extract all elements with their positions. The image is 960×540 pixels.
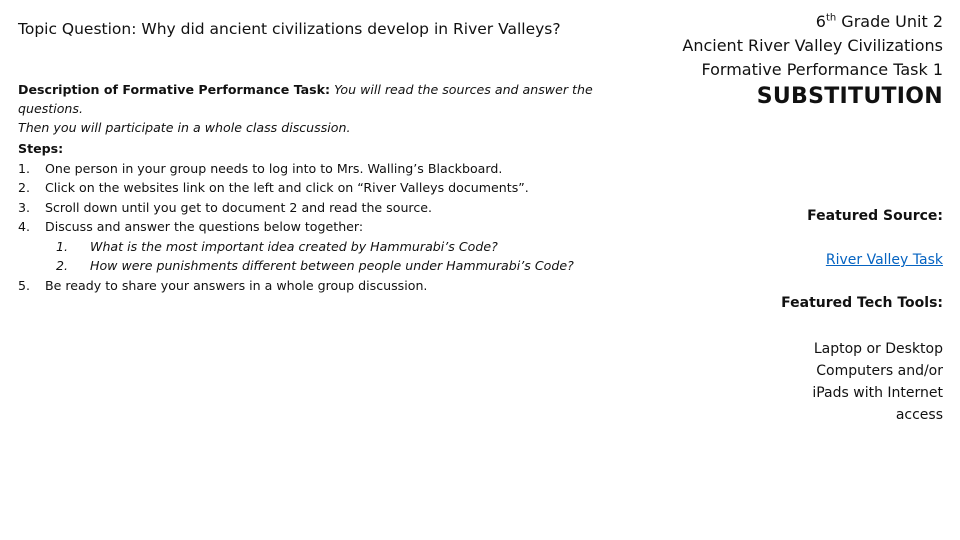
steps-heading: Steps:	[18, 141, 64, 156]
topic-question: Topic Question: Why did ancient civilizations develop in River Valleys?	[18, 20, 561, 38]
description-label: Description of Formative Performance Task:	[18, 82, 331, 97]
step-text: Click on the websites link on the left and click on “River Valleys documents”.	[45, 180, 529, 195]
samr-level: SUBSTITUTION	[756, 84, 943, 109]
task-title: Formative Performance Task 1	[701, 60, 943, 79]
featured-tools-label: Featured Tech Tools:	[781, 295, 943, 311]
grade-unit-title: 6th Grade Unit 2	[815, 12, 943, 31]
steps-list	[18, 139, 574, 295]
step-item: 3. Scroll down until you get to document 2 and read the source.	[18, 199, 432, 215]
description-line2: Then you will participate in a whole class discussion.	[18, 120, 351, 135]
task-description	[18, 80, 658, 137]
step-text: Discuss and answer the questions below together:	[45, 219, 364, 234]
question-text: How were punishments different between people under Hammurabi’s Code?	[90, 258, 574, 273]
step-item: 1. One person in your group needs to log into to Mrs. Walling’s Blackboard.	[18, 160, 503, 176]
step-text: Scroll down until you get to document 2 and read the source.	[45, 199, 432, 215]
featured-source-label: Featured Source:	[807, 208, 943, 224]
unit-title: Ancient River Valley Civilizations	[682, 36, 943, 55]
question-item: 1. What is the most important idea created by Hammurabi’s Code?	[56, 238, 498, 254]
question-item: 2. How were punishments different between people under Hammurabi’s Code?	[56, 258, 574, 273]
step-item: 2. Click on the websites link on the left and click on “River Valleys documents”.	[18, 180, 529, 195]
featured-tools-text: Laptop or Desktop Computers and/or iPads with Internet access	[812, 341, 943, 423]
description-line1: You will read the sources and answer the questions.	[18, 82, 593, 116]
question-text: What is the most important idea created by Hammurabi’s Code?	[90, 238, 498, 254]
step-item: 4. Discuss and answer the questions below together:	[18, 219, 364, 234]
step-text: One person in your group needs to log into to Mrs. Walling’s Blackboard.	[45, 160, 503, 176]
step-item: 5. Be ready to share your answers in a whole group discussion.	[18, 277, 428, 293]
step-text: Be ready to share your answers in a whole group discussion.	[45, 277, 428, 293]
featured-source-link[interactable]: River Valley Task	[825, 252, 943, 268]
